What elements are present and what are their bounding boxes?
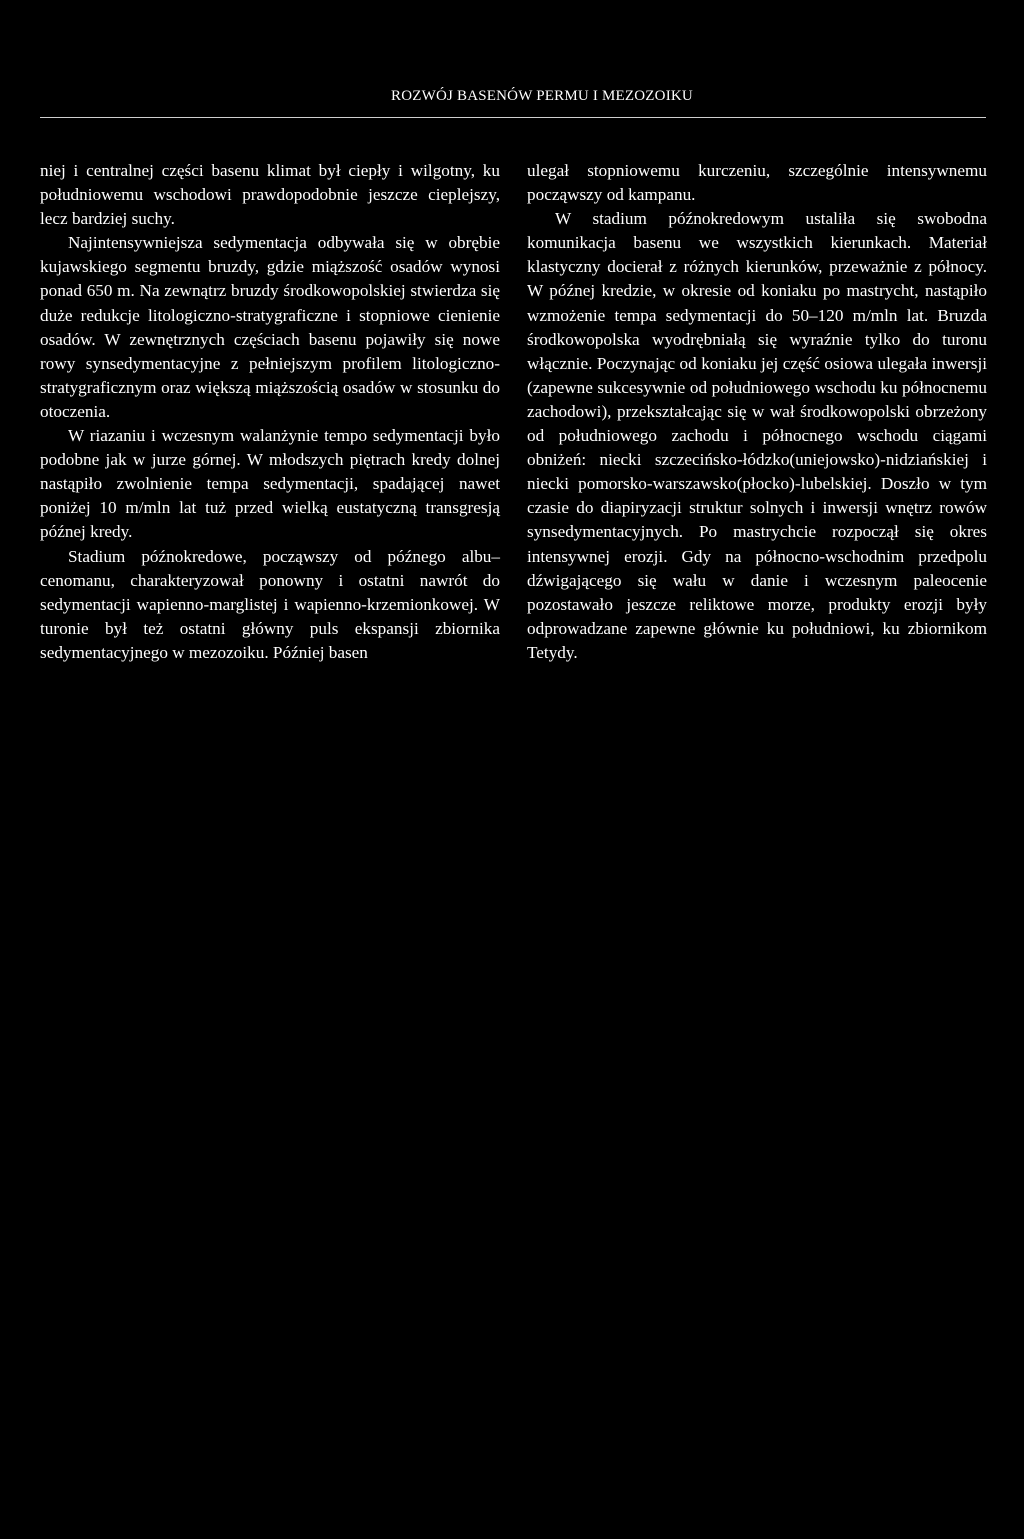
running-head: ROZWÓJ BASENÓW PERMU I MEZOZOIKU xyxy=(391,88,693,104)
paragraph: W stadium późnokredowym ustaliła się swobodna komunikacja basenu we wszystkich kierunkach. Materiał klastyczny docierał z różnych kierunków, przeważnie z północy. W późnej kredzie, w okresie od koniaku po mastrycht, nastąpiło wzmożenie tempa sedymentacji do 50–120 m/mln lat. Bruzda środkowopolska wyodrębniałą się wyraźnie tylko do turonu włącznie. Poczynając od koniaku jej część osiowa ulegała inwersji (zapewne sukcesywnie od południowego wschodu ku północnemu zachodowi), przekształcając się w wał środkowopolski obrzeżony od południowego zachodu i północnego wschodu ciągami obniżeń: niecki szczecińsko-łódzko(uniejowsko)-nidziańskiej i niecki pomorsko-warszawsko(płocko)-lubelskiej. Doszło w tym czasie do diapiryzacji struktur solnych i inwersji wnętrz rowów synsedymentacyjnych. Po mastrychcie rozpoczął się okres intensywnej erozji. Gdy na północno-wschodnim przedpolu dźwigającego się wału w danie i wczesnym paleocenie pozostawało jeszcze reliktowe morze, produkty erozji były odprowadzane zapewne głównie ku południowi, ku zbiornikom Tetydy. xyxy=(527,209,987,662)
paragraph: Stadium późnokredowe, począwszy od późnego albu–cenomanu, charakteryzował ponowny i ostatni nawrót do sedymentacji wapienno-marglistej i wapienno-krzemionkowej. W turonie był też ostatni główny puls ekspansji zbiornika sedymentacyjnego w mezozoiku. Później basen xyxy=(40,546,500,662)
paragraph: ulegał stopniowemu kurczeniu, szczególnie intensywnemu począwszy od kampanu. xyxy=(527,161,987,205)
paragraph: W riazaniu i wczesnym walanżynie tempo sedymentacji było podobne jak w jurze górnej. W młodszych piętrach kredy dolnej nastąpiło zwolnienie tempa sedymentacji, spadającej nawet poniżej 10 m/mln lat tuż przed wielką eustatyczną transgresją późnej kredy. xyxy=(40,426,500,542)
paragraph: niej i centralnej części basenu klimat był ciepły i wilgotny, ku południowemu wschodowi prawdopodobnie jeszcze cieplejszy, lecz bardziej suchy. xyxy=(40,161,500,229)
paragraph: Najintensywniejsza sedymentacja odbywała się w obrębie kujawskiego segmentu bruzdy, gdzie miąższość osadów wynosi ponad 650 m. Na zewnątrz bruzdy środkowopolskiej stwierdza się duże redukcje litologiczno-stratygraficzne i stopniowe cienienie osadów. W zewnętrznych częściach basenu pojawiły się nowe rowy synsedymentacyjne z pełniejszym profilem litologiczno-stratygraficznym oraz większą miąższością osadów w stosunku do otoczenia. xyxy=(40,233,500,421)
header-rule xyxy=(40,117,986,118)
left-column xyxy=(40,159,500,665)
right-column xyxy=(527,159,987,665)
